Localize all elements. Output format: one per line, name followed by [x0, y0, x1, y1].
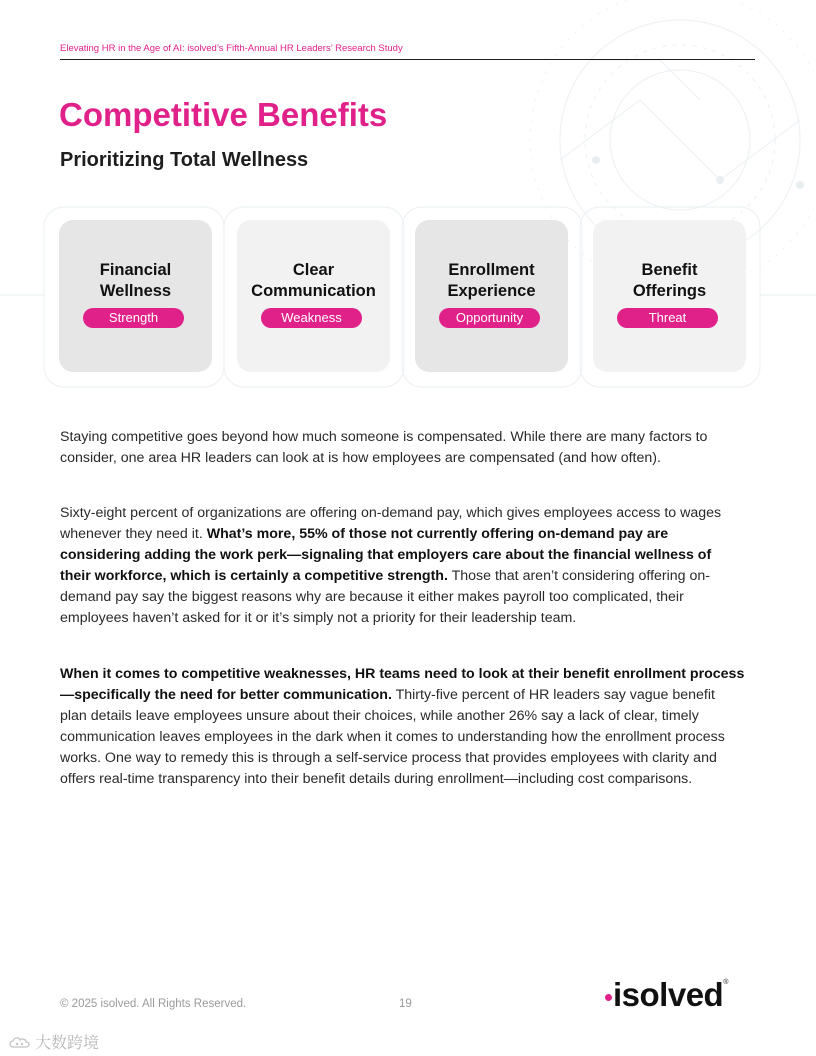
paragraph-emphasis: When it comes to competitive weaknesses, HR teams need to look at their benefit enrollment process—specifically the need for better communication. — [60, 666, 745, 703]
card-title-line: Financial — [99, 261, 172, 279]
cloud-logo-icon — [8, 1035, 32, 1049]
swot-card-opportunity — [415, 220, 568, 372]
logo-dot-icon — [605, 994, 612, 1001]
watermark — [8, 1030, 99, 1053]
isolved-logo — [605, 976, 728, 1014]
swot-card-weakness — [237, 220, 390, 372]
body-paragraph-2 — [60, 503, 745, 629]
card-title-line: Experience — [447, 282, 536, 300]
card-title — [59, 260, 212, 302]
swot-card-strength — [59, 220, 212, 372]
weakness-badge: Weakness — [261, 308, 362, 328]
card-title-line: Communication — [251, 282, 376, 300]
strength-badge: Strength — [83, 308, 184, 328]
copyright-notice: © 2025 isolved. All Rights Reserved. — [60, 998, 247, 1010]
page-number: 19 — [399, 998, 412, 1010]
page-subtitle: Prioritizing Total Wellness — [60, 149, 309, 171]
header-divider — [60, 59, 755, 60]
opportunity-badge: Opportunity — [439, 308, 540, 328]
paragraph-text: Those that aren’t considering offering on-demand pay say the biggest reasons why are because it either makes payroll too complicated, their employees haven’t asked for it or it’s simply not a priority for their leadership team. — [60, 568, 711, 626]
card-title — [415, 260, 568, 302]
card-title — [593, 260, 746, 302]
body-paragraph-3 — [60, 664, 745, 790]
card-title-line: Clear — [292, 261, 335, 279]
body-paragraph-1: Staying competitive goes beyond how much someone is compensated. While there are many factors to consider, one area HR leaders can look at is how employees are compensated (and how often). — [60, 429, 708, 466]
card-title — [237, 260, 390, 302]
swot-card-threat — [593, 220, 746, 372]
logo-wordmark: isolved — [613, 976, 724, 1013]
running-header: Elevating HR in the Age of AI: isolved’s Fifth-Annual HR Leaders’ Research Study — [60, 43, 403, 54]
paragraph-text: Sixty-eight percent of organizations are offering on-demand pay, which gives employees access to wages whenever they need it. — [60, 505, 722, 542]
paragraph-emphasis: What’s more, 55% of those not currently offering on-demand pay are considering adding the work perk—signaling that employers care about the financial wellness of their workforce, which is certainly a competitive strength. — [60, 526, 712, 584]
threat-badge: Threat — [617, 308, 718, 328]
card-title-line: Wellness — [99, 282, 172, 300]
card-title-line: Benefit — [641, 261, 698, 279]
registered-mark: ® — [723, 979, 729, 986]
page-title: Competitive Benefits — [59, 96, 388, 133]
paragraph-text: Thirty-five percent of HR leaders say vague benefit plan details leave employees unsure about their choices, while another 26% say a lack of clear, timely communication leaves employees in the dark when it comes to understanding how the enrollment process works. One way to remedy this is through a self-service process that provides employees with clarity and offers real-time transparency into their benefit details during enrollment—including cost comparisons. — [60, 687, 725, 787]
card-title-line: Enrollment — [448, 261, 535, 279]
card-title-line: Offerings — [632, 282, 707, 300]
watermark-text: 大数跨境 — [35, 1035, 100, 1052]
